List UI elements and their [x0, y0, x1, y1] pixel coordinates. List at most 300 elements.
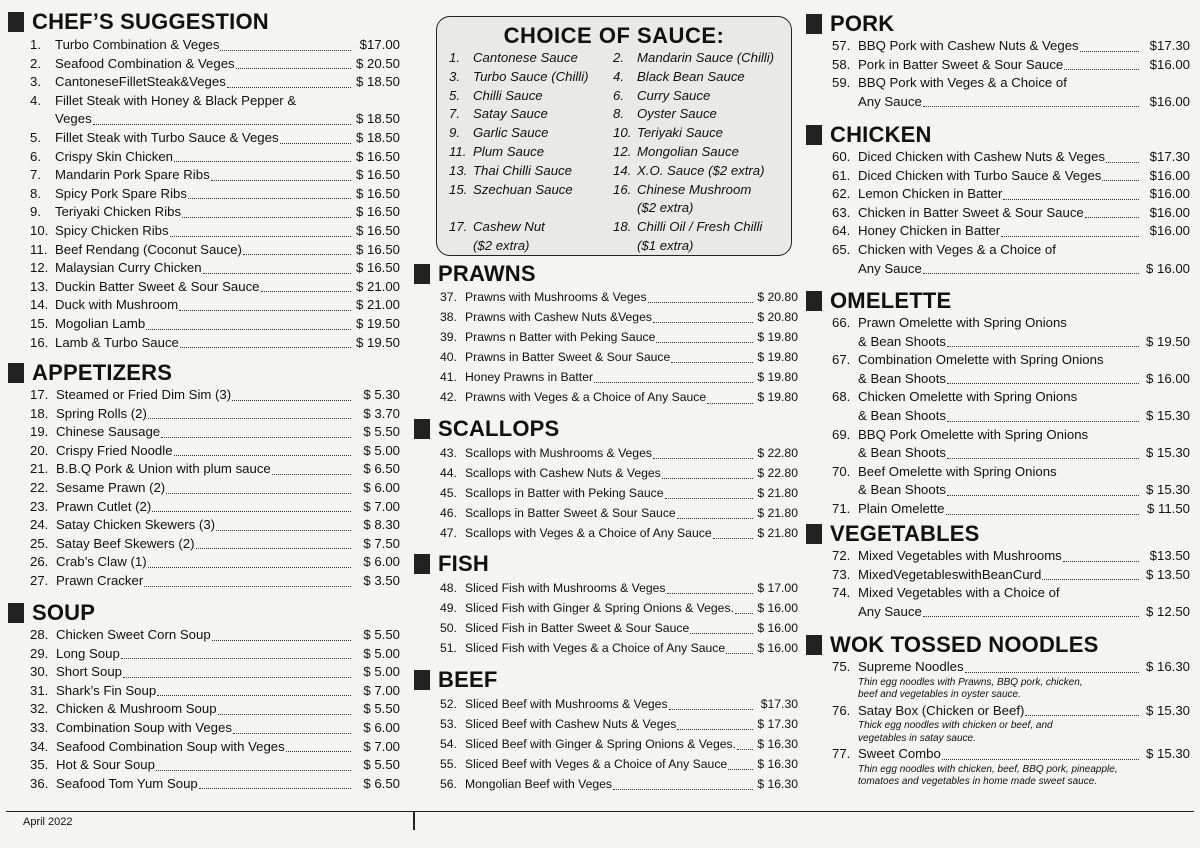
item-name: Pork in Batter Sweet & Sour Sauce — [858, 56, 1064, 72]
section-heading — [414, 418, 798, 440]
menu-item — [8, 498, 400, 517]
section-appetizers — [8, 362, 400, 591]
dot-leader — [671, 353, 753, 363]
item-number: 22. — [30, 479, 49, 495]
dot-leader — [157, 686, 351, 696]
item-name: Diced Chicken with Turbo Sauce & Veges — [858, 167, 1102, 183]
item-name: BBQ Pork with Veges & a Choice of — [858, 75, 1067, 91]
sauce-name: Chilli Oil / Fresh Chilli — [637, 219, 763, 235]
dot-leader — [146, 320, 351, 330]
sauce-number: 10. — [613, 125, 632, 141]
menu-item — [806, 204, 1190, 223]
sauce-number: 2. — [613, 50, 624, 65]
sauce-name: Plum Sauce — [473, 143, 545, 159]
menu-item — [8, 756, 400, 775]
sauce-number: 4. — [613, 68, 624, 84]
dot-leader — [236, 59, 351, 69]
item-name: Chicken Sweet Corn Soup — [56, 627, 211, 642]
menu-item — [8, 535, 400, 554]
item-name-continued: Any Sauce — [858, 93, 922, 109]
dot-leader — [227, 78, 351, 88]
item-number: 68. — [832, 389, 851, 405]
square-bullet-icon — [806, 14, 822, 34]
item-price: $ 18.50 — [356, 74, 400, 90]
item-number: 52. — [440, 697, 457, 711]
item-number: 20. — [30, 442, 49, 458]
dot-leader — [1063, 552, 1139, 562]
dot-leader — [148, 558, 351, 568]
dot-leader — [947, 412, 1139, 422]
menu-item — [414, 443, 798, 463]
sauce-option — [613, 49, 789, 68]
menu-item — [414, 463, 798, 483]
item-number: 45. — [440, 486, 457, 501]
item-name: Turbo Combination & Veges — [55, 37, 220, 52]
menu-item — [806, 56, 1190, 75]
dot-leader — [203, 264, 351, 274]
sauce-number: 12. — [613, 143, 632, 159]
item-name: Mandarin Pork Spare Ribs — [55, 167, 210, 183]
menu-item — [8, 460, 400, 479]
sauce-option — [613, 218, 789, 237]
item-name: MixedVegetableswithBeanCurd — [858, 566, 1042, 582]
item-number: 12. — [30, 260, 49, 276]
sauce-name: Chinese Mushroom — [637, 181, 752, 197]
item-number: 24. — [30, 517, 49, 533]
item-number: 74. — [832, 585, 851, 601]
item-price: $ 16.50 — [356, 260, 400, 276]
item-name: Beef Omelette with Spring Onions — [858, 463, 1057, 479]
menu-item — [806, 702, 1190, 721]
item-price: $16.00 — [1149, 204, 1190, 220]
item-number: 51. — [440, 641, 457, 656]
item-number: 41. — [440, 370, 457, 385]
item-name: Prawns with Mushrooms & Veges — [465, 290, 647, 304]
item-price: $ 19.80 — [757, 350, 798, 365]
item-price: $16.00 — [1149, 186, 1190, 202]
item-price: $ 21.80 — [757, 526, 798, 541]
dot-leader — [1106, 153, 1139, 163]
item-price: $16.00 — [1149, 167, 1190, 183]
item-price: $17.00 — [359, 37, 400, 52]
item-name-continued: & Bean Shoots — [858, 445, 946, 461]
menu-item — [8, 334, 400, 353]
menu-item-continued — [806, 407, 1190, 426]
dot-leader — [923, 607, 1139, 617]
item-price: $ 5.00 — [363, 664, 400, 680]
item-description: vegetables in satay sauce. — [858, 732, 976, 744]
item-price: $ 16.50 — [356, 167, 400, 183]
item-name: Honey Chicken in Batter — [858, 223, 1001, 239]
item-number: 14. — [30, 297, 49, 313]
sauce-option — [449, 49, 613, 68]
dot-leader — [212, 631, 351, 641]
item-price: $ 21.00 — [356, 278, 400, 294]
sauce-number: 5. — [449, 87, 460, 103]
sauce-option — [613, 105, 789, 124]
menu-date: April 2022 — [23, 816, 73, 828]
section-title: PORK — [830, 11, 895, 36]
item-name: Crab’s Claw (1) — [56, 554, 147, 570]
sauce-name: Mandarin Sauce (Chilli) — [637, 50, 775, 65]
item-price: $ 16.00 — [1146, 260, 1190, 276]
menu-item — [8, 682, 400, 701]
menu-item — [806, 222, 1190, 241]
menu-item — [8, 148, 400, 167]
item-name: Mogolian Lamb — [55, 315, 146, 331]
menu-item — [806, 185, 1190, 204]
menu-item-continued — [806, 481, 1190, 500]
section-heading — [806, 634, 1190, 656]
item-name: Plain Omelette — [858, 500, 945, 516]
item-name: Spicy Chicken Ribs — [55, 222, 169, 238]
menu-item — [8, 185, 400, 204]
item-number: 1. — [30, 37, 41, 52]
item-price: $ 16.50 — [356, 222, 400, 238]
item-name: Sliced Fish with Mushrooms & Veges — [465, 581, 666, 595]
section-heading — [414, 553, 798, 575]
item-name: Mixed Vegetables with Mushrooms — [858, 548, 1062, 563]
dot-leader — [174, 152, 351, 162]
item-name: Satay Chicken Skewers (3) — [56, 517, 216, 533]
sauce-number: 18. — [613, 219, 632, 235]
item-price: $ 7.00 — [363, 498, 400, 514]
dot-leader — [220, 41, 351, 51]
dot-leader — [965, 663, 1139, 673]
item-number: 10. — [30, 222, 49, 238]
item-price: $ 17.30 — [757, 717, 798, 732]
item-name: Crispy Skin Chicken — [55, 148, 173, 164]
dot-leader — [947, 374, 1139, 384]
item-name: Crispy Fried Noodle — [56, 442, 173, 458]
dot-leader — [286, 742, 351, 752]
sauce-option — [449, 218, 613, 237]
item-price: $ 18.50 — [356, 111, 400, 127]
item-number: 60. — [832, 149, 851, 164]
menu-item — [414, 307, 798, 327]
menu-item — [414, 287, 798, 307]
item-price: $ 3.50 — [363, 572, 400, 588]
dot-leader — [735, 604, 753, 614]
sauce-name: Satay Sauce — [473, 106, 548, 122]
menu-item-list — [414, 287, 798, 408]
item-price: $ 6.00 — [363, 719, 400, 735]
section-heading — [414, 669, 798, 691]
square-bullet-icon — [414, 554, 430, 574]
item-number: 73. — [832, 566, 851, 582]
square-bullet-icon — [414, 670, 430, 690]
section-title: CHEF’S SUGGESTION — [32, 9, 269, 34]
item-name: Short Soup — [56, 664, 122, 680]
menu-item — [414, 598, 798, 618]
item-name: Chicken Omelette with Spring Onions — [858, 389, 1078, 405]
dot-leader — [923, 97, 1139, 107]
menu-item — [8, 203, 400, 222]
menu-item — [8, 700, 400, 719]
item-name: Diced Chicken with Cashew Nuts & Veges — [858, 149, 1106, 164]
menu-item — [8, 516, 400, 535]
sauce-option — [613, 143, 789, 162]
item-name: Prawn Cracker — [56, 572, 144, 588]
item-name: Honey Prawns in Batter — [465, 370, 594, 385]
dot-leader — [653, 449, 753, 459]
menu-item — [8, 719, 400, 738]
sauce-name: Turbo Sauce (Chilli) — [473, 68, 589, 84]
item-name: Sliced Fish with Veges & a Choice of Any Sauce — [465, 641, 726, 656]
item-number: 28. — [30, 627, 49, 642]
item-price: $ 21.80 — [757, 486, 798, 501]
item-price: $ 6.50 — [363, 775, 400, 791]
item-number: 6. — [30, 148, 41, 164]
menu-item-list — [8, 626, 400, 793]
sauce-name: Mongolian Sauce — [637, 143, 739, 159]
menu-item — [806, 74, 1190, 93]
section-vegetables — [806, 523, 1190, 621]
sauce-number: 9. — [449, 125, 460, 141]
item-number: 62. — [832, 186, 851, 202]
menu-item-list — [806, 148, 1190, 278]
sauce-option — [449, 237, 613, 256]
item-price: $ 6.50 — [363, 461, 400, 477]
item-number: 72. — [832, 548, 851, 563]
menu-item — [8, 166, 400, 185]
menu-item — [414, 714, 798, 734]
dot-leader — [170, 227, 351, 237]
menu-item-list — [8, 386, 400, 591]
sauce-number: 16. — [613, 181, 632, 197]
menu-item-continued — [806, 333, 1190, 352]
item-number: 15. — [30, 315, 49, 331]
item-price: $ 5.50 — [363, 757, 400, 773]
menu-item — [8, 405, 400, 424]
item-price: $ 5.50 — [363, 627, 400, 642]
dot-leader — [677, 509, 753, 519]
item-number: 26. — [30, 554, 49, 570]
menu-item — [414, 387, 798, 407]
menu-item — [414, 503, 798, 523]
item-name: Scallops in Batter Sweet & Sour Sauce — [465, 506, 676, 521]
item-number: 49. — [440, 601, 457, 616]
dot-leader — [174, 446, 351, 456]
menu-item — [414, 734, 798, 754]
item-name: BBQ Pork Omelette with Spring Onions — [858, 426, 1089, 442]
dot-leader — [166, 484, 351, 494]
sauce-number: 17. — [449, 219, 468, 235]
menu-item — [414, 754, 798, 774]
item-price: $ 5.00 — [363, 442, 400, 458]
item-name: Seafood Combination & Veges — [55, 55, 235, 71]
item-number: 37. — [440, 290, 457, 304]
item-name: Sliced Fish with Ginger & Spring Onions & Veges. — [465, 601, 734, 616]
sauce-option — [449, 105, 613, 124]
dot-leader — [93, 115, 351, 125]
item-name: Prawns n Batter with Peking Sauce — [465, 330, 656, 345]
square-bullet-icon — [806, 635, 822, 655]
sauce-option — [613, 162, 789, 181]
item-number: 75. — [832, 659, 851, 674]
dot-leader — [669, 700, 753, 710]
item-name: Prawns with Veges & a Choice of Any Sauce — [465, 390, 707, 405]
item-number: 30. — [30, 664, 49, 680]
menu-item — [806, 500, 1190, 519]
dot-leader — [156, 761, 351, 771]
dot-leader — [123, 668, 351, 678]
item-description: beef and vegetables in oyster sauce. — [858, 689, 1021, 701]
dot-leader — [261, 282, 351, 292]
menu-item — [8, 663, 400, 682]
menu-item-continued — [806, 260, 1190, 279]
item-name: Prawns in Batter Sweet & Sour Sauce — [465, 350, 671, 365]
item-price: $ 11.50 — [1146, 500, 1190, 516]
menu-item-list — [414, 694, 798, 794]
dot-leader — [942, 750, 1139, 760]
section-chefs-suggestion — [8, 11, 400, 352]
sauce-name: ($2 extra) — [637, 200, 694, 216]
square-bullet-icon — [414, 419, 430, 439]
item-number: 29. — [30, 645, 49, 661]
section-omelette — [806, 290, 1190, 519]
sauce-name: Curry Sauce — [637, 87, 711, 103]
dot-leader — [662, 469, 753, 479]
item-number: 48. — [440, 581, 457, 595]
item-number: 23. — [30, 498, 49, 514]
dot-leader — [653, 313, 753, 323]
section-title: OMELETTE — [830, 288, 952, 313]
item-name: Shark’s Fin Soup — [56, 682, 157, 698]
item-name: Chicken in Batter Sweet & Sour Sauce — [858, 204, 1084, 220]
sauce-option — [613, 68, 789, 87]
item-number: 71. — [832, 500, 851, 516]
item-number: 38. — [440, 310, 457, 325]
menu-item — [8, 278, 400, 297]
item-price: $ 19.80 — [757, 330, 798, 345]
item-price: $17.30 — [760, 697, 798, 711]
item-price: $16.00 — [1149, 223, 1190, 239]
item-name: Spring Rolls (2) — [56, 405, 147, 421]
item-name: Scallops with Cashew Nuts & Veges — [465, 466, 661, 481]
item-price: $ 18.50 — [356, 129, 400, 145]
item-price: $ 13.50 — [1146, 566, 1190, 582]
item-number: 64. — [832, 223, 851, 239]
square-bullet-icon — [8, 363, 24, 383]
item-number: 55. — [440, 757, 457, 772]
dot-leader — [923, 264, 1139, 274]
item-price: $ 7.00 — [363, 682, 400, 698]
item-price: $ 15.30 — [1146, 702, 1190, 718]
item-number: 19. — [30, 424, 49, 440]
menu-item-list — [806, 547, 1190, 621]
dot-leader — [272, 465, 351, 475]
menu-item — [8, 315, 400, 334]
sauce-option — [449, 124, 613, 143]
item-number: 25. — [30, 535, 49, 551]
dot-leader — [196, 539, 351, 549]
sauce-option — [613, 237, 789, 256]
item-price: $ 16.30 — [757, 777, 798, 792]
item-name: Mongolian Beef with Veges — [465, 777, 613, 792]
section-pork — [806, 13, 1190, 111]
section-heading — [806, 523, 1190, 545]
menu-item — [806, 547, 1190, 566]
square-bullet-icon — [8, 12, 24, 32]
item-price: $ 21.00 — [356, 297, 400, 313]
item-number: 35. — [30, 757, 49, 773]
item-name: CantoneseFilletSteak&Veges — [55, 74, 226, 90]
section-title: SCALLOPS — [438, 416, 560, 441]
dot-leader — [1080, 42, 1139, 52]
dot-leader — [216, 521, 351, 531]
sauce-option — [613, 124, 789, 143]
sauce-option — [449, 181, 613, 200]
menu-item — [414, 483, 798, 503]
square-bullet-icon — [8, 603, 24, 623]
item-number: 32. — [30, 701, 49, 717]
item-name: Mixed Vegetables with a Choice of — [858, 585, 1060, 601]
sauce-option — [613, 87, 789, 106]
dot-leader — [613, 780, 753, 790]
item-price: $ 22.80 — [757, 466, 798, 481]
dot-leader — [144, 577, 351, 587]
menu-item — [414, 327, 798, 347]
fold-mark — [413, 812, 415, 830]
item-name: Seafood Combination Soup with Veges — [56, 738, 285, 754]
item-number: 5. — [30, 129, 41, 145]
sauce-name: Garlic Sauce — [473, 125, 549, 141]
menu-item-continued — [806, 370, 1190, 389]
item-name: Scallops with Veges & a Choice of Any Sauce — [465, 526, 712, 541]
sauce-number: 6. — [613, 87, 624, 103]
section-heading — [8, 11, 400, 33]
item-price: $ 19.50 — [356, 315, 400, 331]
sauce-option — [449, 143, 613, 162]
menu-item — [414, 774, 798, 794]
item-name: Lamb & Turbo Sauce — [55, 334, 179, 350]
item-number: 33. — [30, 719, 49, 735]
dot-leader — [656, 333, 753, 343]
item-price: $ 16.50 — [356, 185, 400, 201]
dot-leader — [1064, 60, 1139, 70]
item-name: Fillet Steak with Turbo Sauce & Veges — [55, 129, 279, 145]
item-number: 42. — [440, 390, 457, 405]
item-price: $ 19.80 — [757, 390, 798, 405]
item-price: $ 15.30 — [1146, 407, 1190, 423]
menu-item — [806, 658, 1190, 677]
menu-item — [414, 347, 798, 367]
sauce-name: Teriyaki Sauce — [637, 125, 724, 141]
section-soup — [8, 602, 400, 793]
item-price: $17.30 — [1149, 149, 1190, 164]
square-bullet-icon — [414, 264, 430, 284]
dot-leader — [947, 449, 1139, 459]
dot-leader — [665, 489, 754, 499]
sauce-number: 15. — [449, 181, 468, 197]
item-number: 17. — [30, 387, 49, 402]
menu-item-list — [414, 443, 798, 543]
menu-item — [806, 426, 1190, 445]
sauce-option — [449, 68, 613, 87]
sauce-name: Black Bean Sauce — [637, 68, 745, 84]
item-name: Sliced Beef with Ginger & Spring Onions & Veges. — [465, 737, 736, 752]
item-number: 77. — [832, 746, 851, 762]
item-number: 70. — [832, 463, 851, 479]
section-beef — [414, 669, 798, 794]
sauce-name: Szechuan Sauce — [473, 181, 573, 197]
sauce-box-title: CHOICE OF SAUCE: — [503, 23, 725, 48]
item-name: Fillet Steak with Honey & Black Pepper & — [55, 92, 297, 108]
section-heading — [806, 290, 1190, 312]
section-heading — [8, 362, 400, 384]
item-number: 7. — [30, 167, 41, 183]
